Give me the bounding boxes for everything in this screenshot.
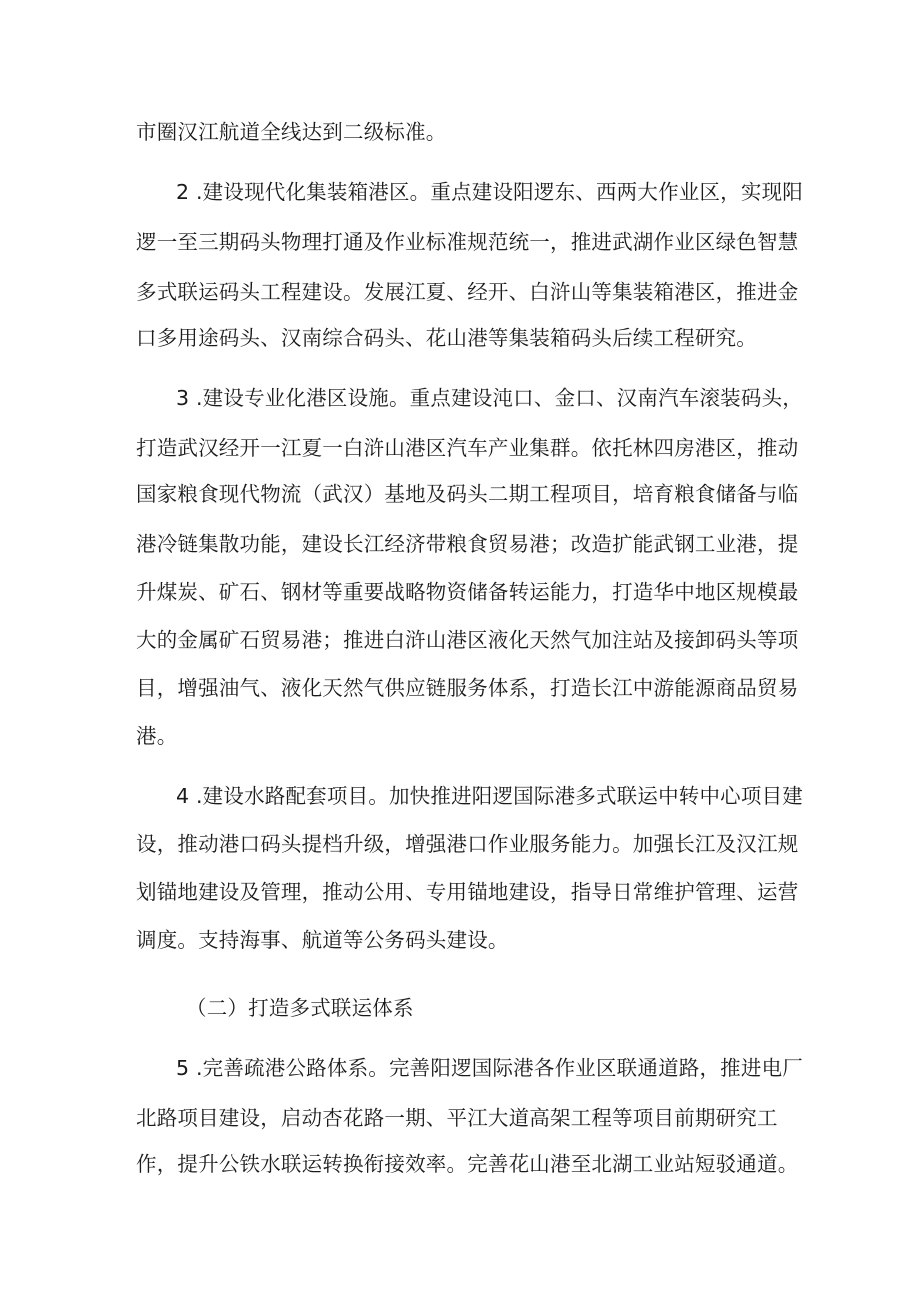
text-line: 逻一至三期码头物理打通及作业标准规范统一，推进武湖作业区绿色智慧 — [136, 230, 799, 254]
text-line: 设，推动港口码头提档升级，增强港口作业服务能力。加强长江及汉江规 — [136, 832, 799, 856]
paragraph-3-first-line: 3 .建设专业化港区设施。重点建设沌口、金口、汉南汽车滚装码头， — [176, 386, 803, 410]
text-line: 国家粮食现代物流（武汉）基地及码头二期工程项目，培育粮食储备与临 — [136, 482, 799, 506]
text-line: 升煤炭、矿石、钢材等重要战略物资储备转运能力，打造华中地区规模最 — [136, 580, 799, 604]
text-line: 划锚地建设及管理，推动公用、专用锚地建设，指导日常维护管理、运营 — [136, 880, 799, 904]
paragraph-5-first-line: 5 .完善疏港公路体系。完善阳逻国际港各作业区联通道路，推进电厂 — [176, 1056, 803, 1080]
text-line: 打造武汉经开一江夏一白浒山港区汽车产业集群。依托林四房港区，推动 — [136, 436, 799, 460]
text-line: 多式联运码头工程建设。发展江夏、经开、白浒山等集装箱港区，推进金 — [136, 280, 799, 304]
text-line: 市圈汉江航道全线达到二级标准。 — [136, 120, 447, 144]
text-line: 港。 — [136, 724, 178, 748]
text-line: 调度。支持海事、航道等公务码头建设。 — [136, 928, 509, 952]
text-line: 港冷链集散功能，建设长江经济带粮食贸易港；改造扩能武钢工业港，提 — [136, 532, 799, 556]
paragraph-4-first-line: 4 .建设水路配套项目。加快推进阳逻国际港多式联运中转中心项目建 — [176, 784, 803, 808]
text-line: 北路项目建设，启动杏花路一期、平江大道高架工程等项目前期研究工 — [136, 1106, 778, 1130]
text-line: 目，增强油气、液化天然气供应链服务体系，打造长江中游能源商品贸易 — [136, 676, 799, 700]
text-line: 作，提升公铁水联运转换衔接效率。完善花山港至北湖工业站短驳通道。 — [136, 1152, 799, 1176]
text-line: 大的金属矿石贸易港；推进白浒山港区液化天然气加注站及接卸码头等项 — [136, 628, 799, 652]
paragraph-2-first-line: 2 .建设现代化集装箱港区。重点建设阳逻东、西两大作业区，实现阳 — [176, 180, 803, 204]
section-heading: （二）打造多式联运体系 — [186, 996, 414, 1020]
text-line: 口多用途码头、汉南综合码头、花山港等集装箱码头后续工程研究。 — [136, 326, 757, 350]
